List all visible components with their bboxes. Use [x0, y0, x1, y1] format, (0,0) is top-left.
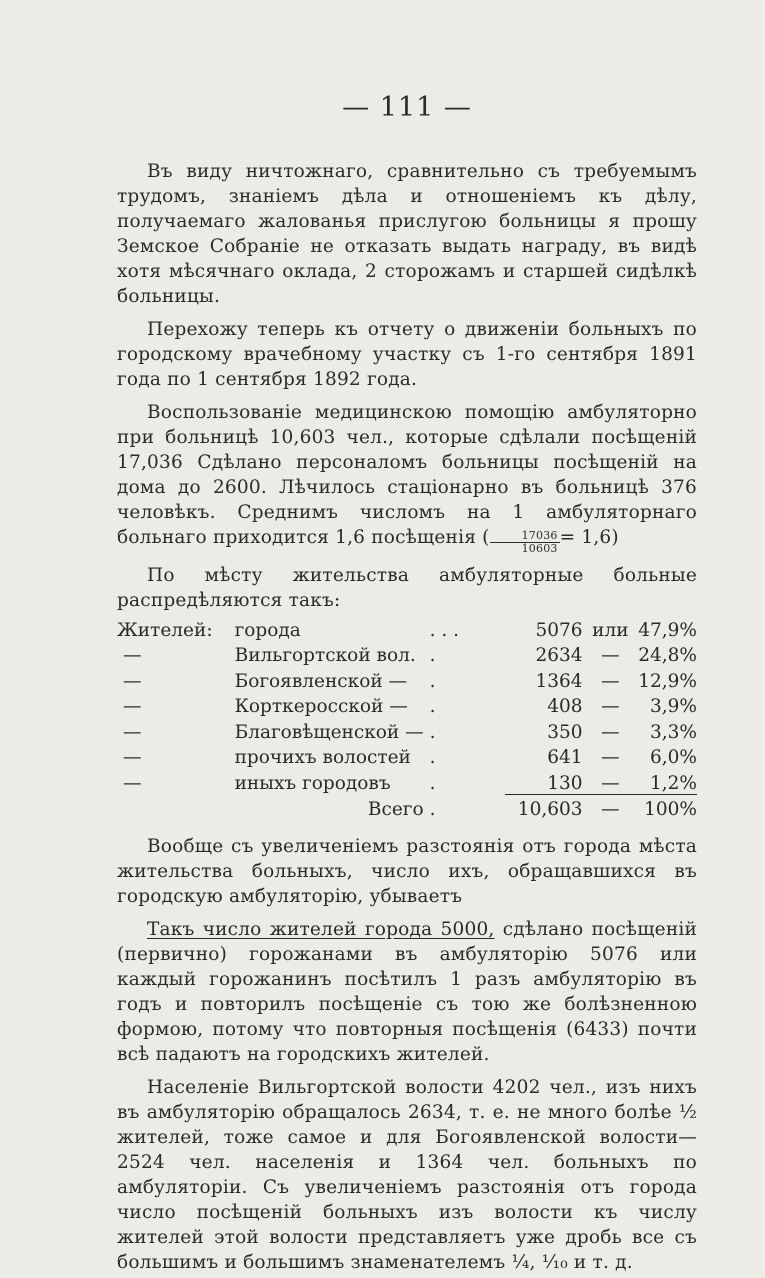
row-count: 408	[547, 696, 583, 717]
row-lead: —	[123, 670, 142, 692]
row-separator: —	[601, 721, 620, 743]
row-separator: —	[601, 645, 620, 666]
row-separator: —	[601, 696, 620, 717]
row-lead: —	[123, 721, 142, 743]
visits-fraction	[490, 530, 560, 555]
paragraph-distance-effect: Вообще съ увеличеніемъ разстоянія отъ города мѣста жительства больныхъ, число ихъ, обращавшихся въ городскую амбуляторію, убываетъ	[117, 836, 697, 907]
row-separator: или	[592, 619, 629, 641]
total-percent: 100%	[638, 794, 697, 820]
row-percent: 3,9%	[650, 696, 697, 717]
row-count: 641	[547, 747, 583, 768]
row-place: Вильгортской вол.	[234, 645, 416, 666]
fraction-result: = 1,6)	[559, 527, 619, 548]
row-separator: —	[601, 772, 620, 794]
table-row	[117, 692, 697, 718]
row-percent: 12,9%	[638, 670, 697, 692]
table-row	[117, 666, 697, 692]
table-total-row	[117, 794, 697, 820]
row-dots: .	[429, 645, 436, 666]
row-dots: .	[429, 696, 436, 717]
paragraph-reward-request: Въ виду ничтожнаго, сравнительно съ требуемымъ трудомъ, знаніемъ дѣла и отношеніемъ къ дѣлу, получаемаго жалованья прислугою больницы я прошу Земское Собраніе не отказать выдать награду, въ видѣ хотя мѣсячнаго оклада, 2 сторожамъ и старшей сидѣлкѣ больницы.	[117, 161, 697, 307]
row-lead: —	[123, 747, 142, 768]
city-population-underlined: Такъ число жителей города 5000,	[147, 919, 495, 940]
paragraph-report-intro: Перехожу теперь къ отчету о движеніи больныхъ по городскому врачебному участку съ 1-го сентября 1891 года по 1 сентября 1892 года.	[117, 319, 697, 390]
table-row	[117, 717, 697, 743]
row-count: 2634	[535, 645, 583, 666]
row-place: Богоявленской —	[234, 670, 408, 692]
total-spacer	[117, 794, 235, 820]
row-lead: —	[123, 696, 142, 717]
total-separator: —	[583, 794, 639, 820]
row-percent: 24,8%	[638, 645, 697, 666]
row-count: 130	[547, 772, 583, 794]
row-percent: 47,9%	[638, 619, 697, 641]
row-count: 1364	[535, 670, 583, 692]
total-count: 10,603	[505, 794, 583, 820]
row-separator: —	[601, 747, 620, 768]
paragraph-outpatient-stats	[117, 400, 697, 555]
row-lead: —	[123, 773, 142, 794]
total-label: Всего	[367, 799, 424, 820]
row-dots: .	[429, 747, 436, 768]
row-percent: 1,2%	[650, 772, 697, 794]
row-place: иныхъ городовъ	[234, 773, 391, 794]
fraction-numerator: 17036	[490, 530, 560, 543]
page-number: — 111 —	[342, 92, 472, 123]
table-row	[117, 641, 697, 667]
paragraph-distribution-intro: По мѣсту жительства амбуляторные больные распредѣляются такъ:	[117, 565, 697, 611]
table-row	[117, 768, 697, 794]
total-dots: .	[429, 799, 436, 820]
row-dots: .	[429, 773, 436, 794]
row-percent: 6,0%	[650, 747, 697, 768]
row-dots: . . .	[429, 619, 460, 641]
row-dots: .	[429, 721, 436, 743]
city-visits-text: сдѣлано посѣщеній (первично) горожанами въ амбуляторію 5076 или каждый горожанинъ посѣтилъ 1 разъ амбуляторію въ годъ и повторилъ посѣщеніе съ тою же болѣзненною формою, потому что повторныя посѣщенія (6433) почти всѣ падаютъ на городскихъ жителей.	[117, 919, 697, 1065]
row-lead: —	[123, 645, 142, 666]
row-count: 350	[547, 721, 583, 743]
paragraph-volost-population: Населеніе Вильгортской волости 4202 чел., изъ нихъ въ амбуляторію обращалось 2634, т. е. не много болѣе ½ жителей, тоже самое и для Богоявленской волости—2524 чел. населенія и 1364 чел. больныхъ по амбуляторіи. Съ увеличеніемъ разстоянія отъ города число посѣщеній больныхъ изъ волости къ числу жителей этой волости представляетъ уже дробь все съ большимъ и большимъ знаменателемъ ¼, ¹⁄₁₀ и т. д.	[117, 1077, 697, 1273]
residence-distribution-table	[117, 615, 697, 820]
table-row	[117, 743, 697, 769]
row-place: города	[234, 619, 301, 641]
fraction-open: (	[482, 527, 490, 548]
row-place: прочихъ волостей	[234, 747, 411, 768]
row-dots: .	[429, 670, 436, 692]
row-separator: —	[601, 670, 620, 692]
outpatient-stats-text: Воспользованіе медицинскою помощію амбуляторно при больницѣ 10,603 чел., которые сдѣлали посѣщеній 17,036 Сдѣлано персоналомъ больницы посѣщеній на дома до 2600. Лѣчилось стаціонарно въ больницѣ 376 человѣкъ. Среднимъ числомъ на 1 амбуляторнаго больнаго приходится 1,6 посѣщенія	[117, 402, 697, 548]
table-row	[117, 615, 697, 641]
fraction-denominator: 10603	[521, 542, 558, 555]
page-content	[117, 92, 697, 1275]
row-place: Благовѣщенской —	[234, 721, 424, 743]
row-lead: Жителей:	[117, 619, 213, 641]
row-percent: 3,3%	[650, 721, 697, 743]
paragraph-city-visits	[117, 917, 697, 1067]
row-count: 5076	[535, 619, 583, 641]
row-place: Корткеросской —	[234, 696, 408, 717]
